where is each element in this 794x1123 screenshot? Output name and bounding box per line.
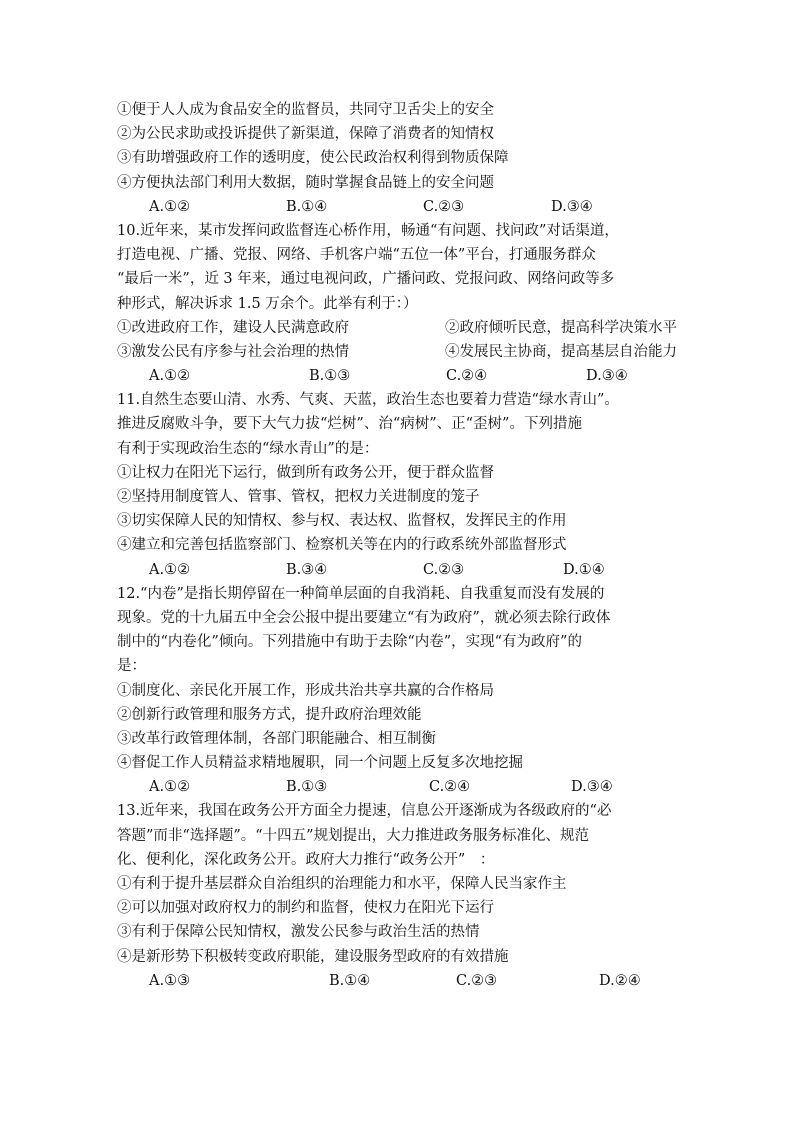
- q11-item-1: ①让权力在阳光下运行，做到所有政务公开，便于群众监督: [117, 464, 494, 481]
- q10-options: [117, 364, 677, 388]
- q12-item-4: ④督促工作人员精益求精地履职，同一个问题上反复多次地挖掘: [117, 755, 523, 772]
- q10-item-4: ④发展民主协商，提高基层自治能力: [445, 343, 677, 360]
- q13-block: [117, 799, 677, 993]
- q13-option-c: C.②③: [456, 972, 498, 989]
- q13-options: [117, 969, 677, 993]
- q10-items-row-1: [117, 316, 677, 340]
- q10-stem-2: 打造电视、广播、党报、网络、手机客户端“五位一体”平台，打通服务群众: [117, 247, 596, 264]
- q9-option-d: D.③④: [551, 198, 593, 215]
- q9-option-c: C.②③: [423, 198, 465, 215]
- q12-option-b: B.①③: [286, 779, 328, 796]
- q13-item-2: ②可以加强对政府权力的制约和监督，使权力在阳光下运行: [117, 900, 494, 917]
- q13-item-4: ④是新形势下积极转变政府职能，建设服务型政府的有效措施: [117, 948, 509, 965]
- q11-option-b: B.③④: [286, 561, 328, 578]
- q9-options: [117, 195, 677, 219]
- q10-stem-3: “最后一米”，近 3 年来，通过电视问政，广播问政、党报问政、网络问政等多: [117, 271, 615, 288]
- q12-option-a: A.①②: [149, 779, 191, 796]
- q9-item-1: ①便于人人成为食品安全的监督员，共同守卫舌尖上的安全: [117, 102, 494, 118]
- q11-block: [117, 388, 677, 582]
- q9-item-2: ②为公民求助或投诉提供了新渠道，保障了消费者的知情权: [117, 126, 494, 143]
- q10-items-row-2: [117, 340, 677, 364]
- q10-block: [117, 219, 677, 388]
- q11-item-4: ④建立和完善包括监察部门、检察机关等在内的行政系统外部监督形式: [117, 537, 567, 554]
- q11-options: [117, 558, 677, 582]
- q9-block: [117, 98, 677, 219]
- q12-stem-3: 制中的“内卷化”倾向。下列措施中有助于去除“内卷”，实现“有为政府”的: [117, 634, 582, 651]
- q10-item-3: ③激发公民有序参与社会治理的热情: [117, 343, 349, 360]
- q9-option-a: A.①②: [149, 198, 191, 215]
- q13-stem-3: 化、便利化，深化政务公开。政府大力推行“政务公开” ：: [117, 851, 495, 868]
- q12-stem-1: 12.“内卷”是指长期停留在一种简单层面的自我消耗、自我重复而没有发展的: [117, 585, 605, 602]
- q13-option-a: A.①③: [149, 972, 191, 989]
- q10-option-b: B.①③: [309, 368, 351, 385]
- q12-option-d: D.③④: [571, 779, 613, 796]
- q12-item-1: ①制度化、亲民化开展工作，形成共治共享共赢的合作格局: [117, 682, 494, 699]
- q9-item-4: ④方便执法部门利用大数据，随时掌握食品链上的安全问题: [117, 174, 494, 191]
- q10-item-1: ①改进政府工作，建设人民满意政府: [117, 319, 349, 336]
- q10-option-d: D.③④: [586, 368, 628, 385]
- q10-option-a: A.①②: [149, 368, 191, 385]
- q13-option-d: D.②④: [599, 972, 641, 989]
- q11-option-a: A.①②: [149, 561, 191, 578]
- q13-stem-1: 13.近年来，我国在政务公开方面全力提速，信息公开逐渐成为各级政府的“必: [117, 803, 612, 820]
- q11-stem-1: 11.自然生态要山清、水秀、气爽、天蓝，政治生态也要着力营造“绿水青山”。: [117, 392, 619, 409]
- q13-item-3: ③有利于保障公民知情权，激发公民参与政治生活的热情: [117, 924, 480, 941]
- q10-stem-1: 10.近年来，某市发挥问政监督连心桥作用，畅通“有问题、找问政”对话渠道，: [117, 222, 619, 239]
- q12-options: [117, 775, 677, 799]
- q12-stem-4: 是：: [117, 658, 146, 675]
- q10-stem-4: 种形式，解决诉求 1.5 万余个。此举有利于：）: [117, 295, 418, 312]
- q13-option-b: B.①④: [329, 972, 371, 989]
- q12-block: [117, 582, 677, 800]
- q11-option-c: C.②③: [423, 561, 465, 578]
- q10-item-2: ②政府倾听民意，提高科学决策水平: [445, 319, 677, 336]
- q12-item-2: ②创新行政管理和服务方式，提升政府治理效能: [117, 706, 422, 723]
- q10-option-c: C.②④: [446, 368, 488, 385]
- q11-option-d: D.①④: [563, 561, 605, 578]
- q12-item-3: ③改革行政管理体制，各部门职能融合、相互制衡: [117, 730, 436, 747]
- q11-stem-2: 推进反腐败斗争，要下大气力拔“烂树”、治“病树”、正“歪树”。下列措施: [117, 416, 582, 433]
- exam-page: [117, 98, 677, 993]
- q11-item-3: ③切实保障人民的知情权、参与权、表达权、监督权，发挥民主的作用: [117, 513, 567, 530]
- q12-option-c: C.②④: [429, 779, 471, 796]
- q9-option-b: B.①④: [286, 198, 328, 215]
- q13-item-1: ①有利于提升基层群众自治组织的治理能力和水平，保障人民当家作主: [117, 876, 567, 892]
- q11-item-2: ②坚持用制度管人、管事、管权，把权力关进制度的笼子: [117, 489, 480, 505]
- q11-stem-3: 有利于实现政治生态的“绿水青山”的是：: [117, 440, 379, 457]
- q13-stem-2: 答题”而非“选择题”。“十四五”规划提出，大力推进政务服务标准化、规范: [117, 827, 590, 844]
- q9-item-3: ③有助增强政府工作的透明度，使公民政治权利得到物质保障: [117, 150, 509, 167]
- q12-stem-2: 现象。党的十九届五中全会公报中提出要建立“有为政府”，就必须去除行政体: [117, 609, 611, 626]
